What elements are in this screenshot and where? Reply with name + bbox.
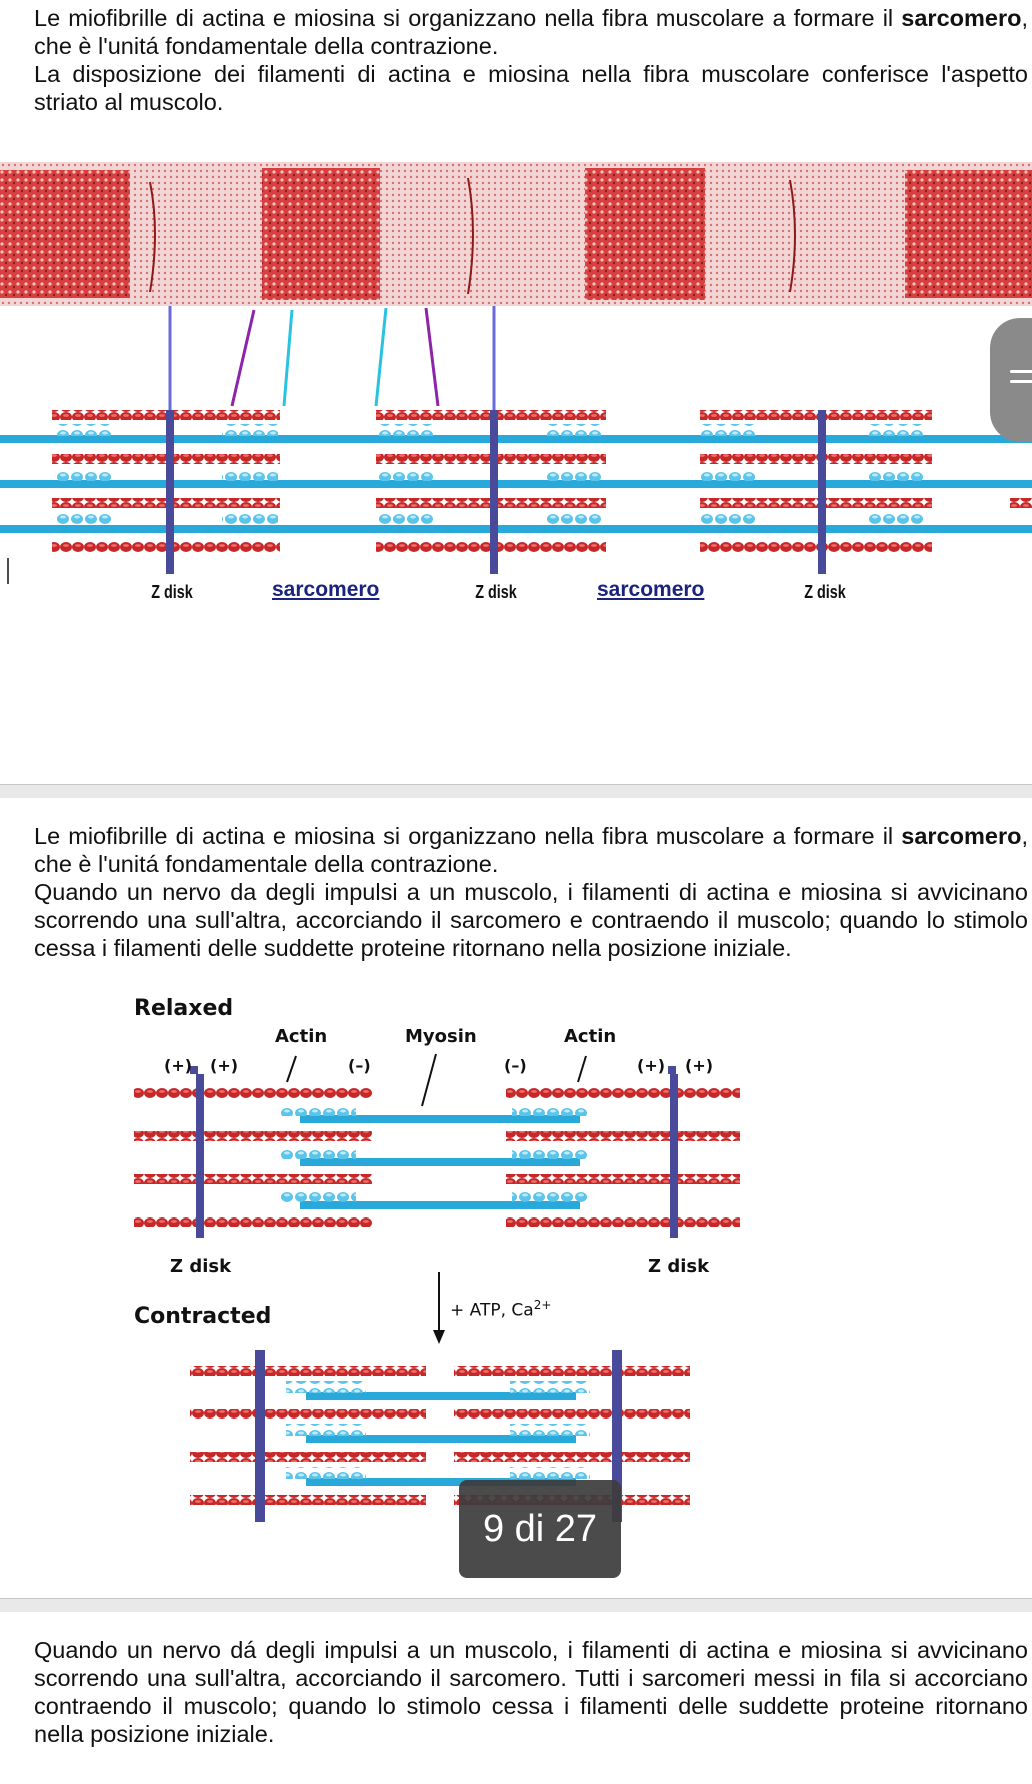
contracted-heading: Contracted xyxy=(134,1304,272,1329)
document-page-2 xyxy=(0,798,1032,1598)
reagent-label: + ATP, $Ca^{2+}$ xyxy=(450,1298,552,1321)
myosin-label: Myosin xyxy=(405,1026,477,1047)
z-disk-label: Z disk xyxy=(648,1256,710,1277)
paragraph-contraction: Quando un nervo da degli impulsi a un muscolo, i filamenti di actina e miosina si avvicinano scorrendo una sull'altra, accorciando il sarcomero e contraendo il muscolo; quando lo stimolo cessa i filamenti delle suddette proteine ritornano nella posizione iniziale. xyxy=(34,879,1028,961)
sarcomere-label: sarcomero xyxy=(597,578,705,601)
paragraph-striated: La disposizione dei filamenti di actina e miosina nella fibra muscolare conferisce l'aspetto striato al muscolo. xyxy=(34,61,1028,115)
z-disk-label: Z disk xyxy=(804,582,846,602)
minus-polarity: (–) xyxy=(504,1056,527,1075)
relaxed-myosin xyxy=(280,1104,588,1209)
paragraph-intro: Le miofibrille di actina e miosina si organizzano nella fibra muscolare a formare il sarcomero, che è l'unitá fondamentale della contrazione. xyxy=(34,5,1028,59)
plus-polarity: (+) xyxy=(637,1056,666,1075)
contracted-myosin xyxy=(286,1381,590,1486)
bold-term: sarcomero xyxy=(901,823,1022,849)
z-disk-label: Z disk xyxy=(475,582,517,602)
side-panel-handle[interactable] xyxy=(990,318,1032,442)
minus-polarity: (–) xyxy=(348,1056,371,1075)
connector-lines xyxy=(170,306,494,410)
actin-label: Actin xyxy=(564,1026,617,1047)
sarcomere-label: sarcomero xyxy=(272,578,380,601)
actin-label: Actin xyxy=(275,1026,328,1047)
down-arrow xyxy=(433,1272,445,1344)
page-separator xyxy=(0,784,1032,785)
sarcomere-diagram xyxy=(0,162,1032,602)
relaxed-z-disks xyxy=(196,1074,678,1238)
plus-polarity: (+) xyxy=(685,1056,714,1075)
plus-polarity: (+) xyxy=(164,1056,193,1075)
document-page-3 xyxy=(0,1612,1032,1784)
pointer-lines xyxy=(287,1054,586,1106)
relaxed-contracted-diagram xyxy=(0,798,1032,1598)
page-separator xyxy=(0,1598,1032,1599)
z-disk-label: Z disk xyxy=(151,582,193,602)
document-page-1 xyxy=(0,0,1032,784)
bold-term: sarcomero xyxy=(901,5,1022,31)
paragraph-intro: Le miofibrille di actina e miosina si organizzano nella fibra muscolare a formare il sarcomero, che è l'unitá fondamentale della contrazione. xyxy=(34,823,1028,877)
page-counter-badge: 9 di 27 xyxy=(459,1480,621,1578)
z-disk-label: Z disk xyxy=(170,1256,232,1277)
paragraph-summary: Quando un nervo dá degli impulsi a un muscolo, i filamenti di actina e miosina si avvicinano scorrendo una sull'altra, accorciando il sarcomero. Tutti i sarcomeri messi in fila si accorciano contraendo il muscolo; quando lo stimolo cessa i filamenti delle suddette proteine ritornano nella posizione iniziale. xyxy=(34,1637,1028,1747)
relaxed-heading: Relaxed xyxy=(134,996,234,1021)
plus-polarity: (+) xyxy=(210,1056,239,1075)
